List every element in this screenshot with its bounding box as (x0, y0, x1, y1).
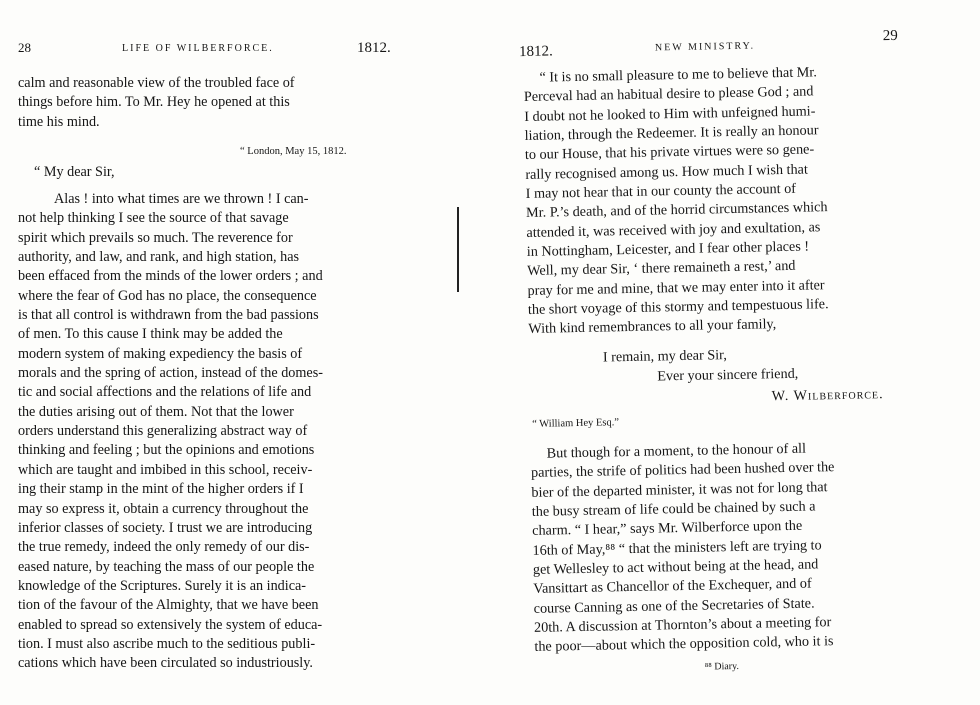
letter-dateline: “ London, May 15, 1812. (240, 146, 347, 157)
text-line: I may not hear that in our county the account of (525, 180, 797, 203)
text-line: calm and reasonable view of the troubled face of (18, 75, 295, 91)
text-line: of men. To this cause I think may be added the (18, 326, 283, 343)
right-page-number: 29 (882, 27, 898, 45)
text-line: spirit which prevails so much. The reverence for (18, 229, 293, 246)
left-letter-body (18, 190, 398, 674)
right-page (470, 0, 980, 705)
text-line: charm. “ I hear,” says Mr. Wilberforce upon the (532, 518, 803, 540)
text-line: attended it, was received with joy and exultation, as (526, 219, 821, 241)
footnote: ⁸⁸ Diary. (704, 660, 740, 673)
text-line: time his mind. (18, 113, 100, 130)
left-year: 1812. (357, 40, 391, 56)
text-line: modern system of making expediency the basis of (18, 345, 303, 362)
text-line: Well, my dear Sir, ‘ there remaineth a rest,’ and (527, 258, 796, 280)
text-line: the poor—about which the opposition cold, who it is (534, 633, 834, 656)
right-letter-body (523, 62, 918, 340)
text-line: Alas ! into what times are we thrown ! I can- (54, 191, 309, 207)
text-line: “ It is no small pleasure to me to believe that Mr. (539, 64, 817, 86)
text-line: thinking and feeling ; but the opinions and emotions (18, 442, 315, 459)
text-line: the short voyage of this stormy and tempestuous life. (527, 296, 829, 319)
text-line: Mr. P.’s death, and of the horrid circumstances which (525, 199, 828, 222)
text-line: 16th of May,⁸⁸ “ that the ministers left are trying to (532, 537, 822, 559)
text-line: not help thinking I see the source of that savage (18, 210, 289, 227)
page-gutter-line (457, 207, 459, 292)
letter-signature: W. Wilberforce. (771, 386, 884, 405)
text-line: been effaced from the minds of the lower orders ; and (18, 268, 323, 285)
right-running-title: NEW MINISTRY. (654, 40, 756, 54)
letter-closing-2: Ever your sincere friend, (657, 365, 799, 385)
text-line: pray for me and mine, that we may enter into it after (527, 277, 825, 299)
text-line: the busy stream of life could be chained by such a (531, 498, 816, 520)
text-line: cations which have been circulated so industriously. (18, 655, 313, 672)
text-line: parties, the strife of politics had been hushed over the (530, 459, 835, 482)
text-line: Vansittart as Chancellor of the Exchequer, and of (533, 575, 812, 598)
text-line: things before him. To Mr. Hey he opened at this (18, 94, 290, 111)
text-line: authority, and law, and rank, and high station, has (18, 249, 300, 266)
text-line: knowledge of the Scriptures. Surely it is an indica- (18, 577, 307, 594)
text-line: inferior classes of society. I trust we are introducing (18, 519, 313, 536)
right-year: 1812. (518, 43, 553, 61)
text-line: bier of the departed minister, it was not for long that (531, 478, 828, 501)
left-page-number: 28 (18, 40, 31, 55)
letter-closing-1: I remain, my dear Sir, (602, 347, 727, 366)
text-line: course Canning as one of the Secretaries of State. (533, 595, 815, 617)
text-line: liation, through the Redeemer. It is really an honour (524, 122, 819, 145)
text-line: orders understand this generalizing abstract way of (18, 423, 308, 440)
left-intro-paragraph (18, 74, 398, 132)
text-line: where the fear of God has no place, the consequence (18, 287, 317, 304)
text-line: to our House, that his private virtues were so gene- (524, 141, 815, 164)
text-line: the true remedy, indeed the only remedy of our dis- (18, 539, 310, 556)
text-line: morals and the spring of action, instead of the domes- (18, 365, 323, 382)
letter-salutation: “ My dear Sir, (34, 164, 115, 180)
text-line: But though for a moment, to the honour of all (546, 440, 807, 462)
text-line: in Nottingham, Leicester, and I fear other places ! (526, 238, 810, 261)
text-line: may so express it, obtain a currency throughout the (18, 500, 309, 517)
text-line: which are taught and imbibed in this school, receiv- (18, 461, 313, 478)
text-line: tic and social affections and the relations of life and (18, 384, 312, 401)
right-narrative (531, 437, 925, 657)
text-line: tion of the favour of the Almighty, that we have been (18, 597, 319, 614)
text-line: Perceval had an habitual desire to please God ; and (523, 83, 814, 106)
text-line: eased nature, by teaching the mass of our people the (18, 558, 315, 575)
text-line: enabled to spread so extensively the system of educa- (18, 616, 323, 633)
text-line: the duties arising out of them. Not that the lower (18, 403, 294, 420)
text-line: ing their stamp in the mint of the higher orders if I (18, 481, 304, 498)
text-line: is that all control is withdrawn from the bad passions (18, 307, 319, 324)
text-line: I doubt not he looked to Him with unfeigned humi- (524, 103, 816, 125)
text-line: 20th. A discussion at Thornton’s about a meeting for (533, 614, 832, 636)
text-line: With kind remembrances to all your family, (528, 316, 777, 338)
left-page (0, 0, 470, 705)
letter-addressee: “ William Hey Esq.” (532, 417, 620, 430)
left-running-title: LIFE OF WILBERFORCE. (122, 43, 274, 54)
text-line: tion. I must also ascribe much to the seditious publi- (18, 635, 316, 652)
text-line: get Wellesley to act without being at the head, and (532, 556, 819, 578)
text-line: rally recognised among us. How much I wish that (525, 161, 808, 183)
